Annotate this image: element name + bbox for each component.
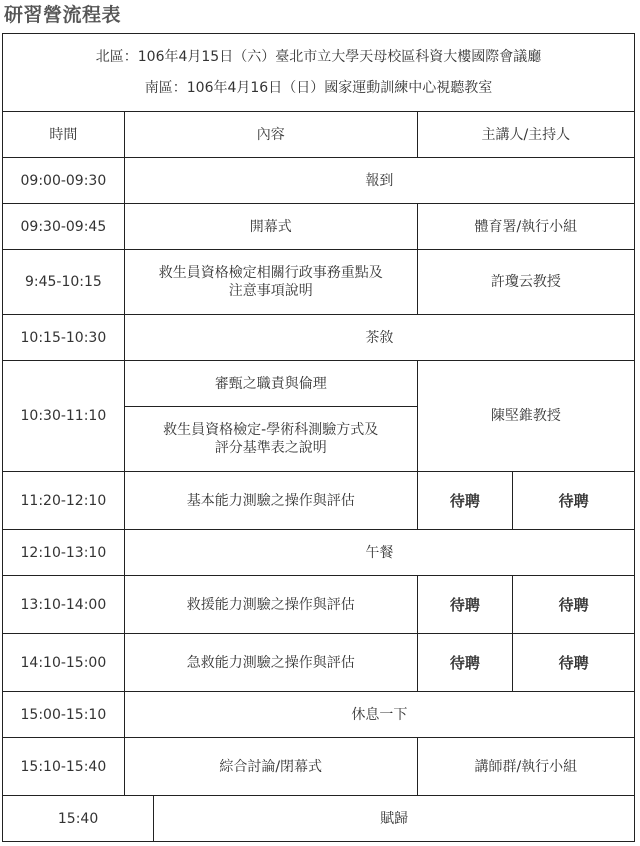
time-cell: 10:15-10:30 (3, 315, 125, 361)
speaker-cell: 許瓊云教授 (417, 250, 634, 315)
content-cell: 午餐 (124, 530, 634, 576)
time-cell: 10:30-11:10 (3, 361, 125, 472)
table-row (3, 634, 635, 692)
speaker-cell: 待聘 (417, 472, 513, 530)
time-cell: 13:10-14:00 (3, 576, 125, 634)
page-title: 研習營流程表 (4, 4, 122, 26)
table-row (3, 576, 635, 634)
time-cell: 14:10-15:00 (3, 634, 125, 692)
speaker-cell: 陳堅錐教授 (417, 361, 634, 472)
content-cell: 救援能力測驗之操作與評估 (124, 576, 417, 634)
table-row (3, 472, 635, 530)
south-venue: 南區：106年4月16日（日）國家運動訓練中心視聽教室 (144, 79, 493, 96)
table-row (3, 738, 635, 796)
header-time: 時間 (3, 112, 125, 158)
time-cell: 11:20-12:10 (3, 472, 125, 530)
content-cell: 休息一下 (124, 692, 634, 738)
time-cell: 9:45-10:15 (3, 250, 125, 315)
content-cell: 茶敘 (124, 315, 634, 361)
content-cell (124, 250, 417, 315)
content-cell: 綜合討論/閉幕式 (124, 738, 417, 796)
table-row (3, 204, 635, 250)
speaker-cell: 講師群/執行小組 (417, 738, 634, 796)
time-cell: 09:30-09:45 (3, 204, 125, 250)
content-cell: 開幕式 (124, 204, 417, 250)
header-row (3, 112, 635, 158)
content-cell: 審甄之職責與倫理 (124, 361, 417, 407)
content-cell: 急救能力測驗之操作與評估 (124, 634, 417, 692)
table-row (3, 315, 635, 361)
content-line: 救生員資格檢定-學術科測驗方式及 (163, 422, 379, 438)
time-cell: 15:00-15:10 (3, 692, 125, 738)
content-line: 注意事項說明 (228, 283, 313, 299)
table-row (3, 158, 635, 204)
speaker-cell: 待聘 (513, 472, 635, 530)
time-cell: 15:10-15:40 (3, 738, 125, 796)
info-row (3, 34, 635, 112)
table-row (3, 796, 635, 842)
table-row (3, 250, 635, 315)
table-row (3, 692, 635, 738)
speaker-cell: 待聘 (417, 634, 513, 692)
content-cell: 基本能力測驗之操作與評估 (124, 472, 417, 530)
venue-info (3, 34, 635, 112)
time-cell: 09:00-09:30 (3, 158, 125, 204)
speaker-cell: 待聘 (417, 576, 513, 634)
time-cell: 15:40 (3, 796, 154, 842)
header-content: 內容 (124, 112, 417, 158)
speaker-cell: 待聘 (513, 634, 635, 692)
speaker-cell: 待聘 (513, 576, 635, 634)
content-cell (124, 407, 417, 472)
north-venue: 北區：106年4月15日（六）臺北市立大學天母校區科資大樓國際會議廳 (95, 48, 542, 65)
table-row (3, 530, 635, 576)
content-line: 救生員資格檢定相關行政事務重點及 (158, 265, 383, 281)
content-cell: 報到 (124, 158, 634, 204)
schedule-table (2, 33, 635, 842)
header-speaker: 主講人/主持人 (417, 112, 634, 158)
content-line: 評分基準表之說明 (214, 440, 327, 456)
speaker-cell: 體育署/執行小組 (417, 204, 634, 250)
time-cell: 12:10-13:10 (3, 530, 125, 576)
content-cell: 賦歸 (154, 796, 635, 842)
table-row (3, 361, 635, 407)
